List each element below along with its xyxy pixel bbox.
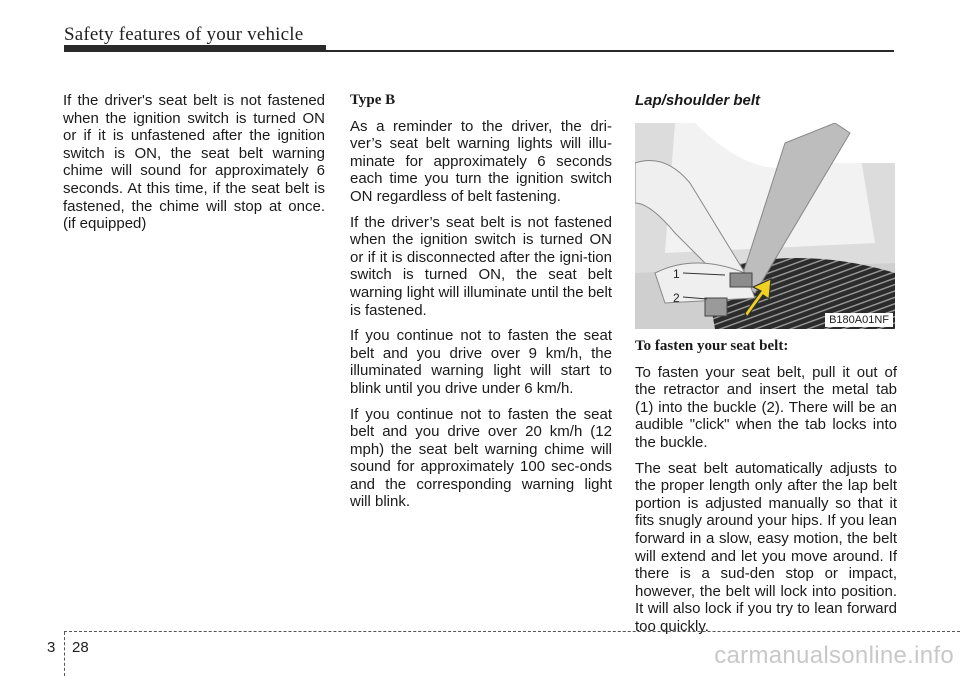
lap-shoulder-belt-heading: Lap/shoulder belt [635, 92, 761, 109]
figure-code: B180A01NF [825, 313, 893, 327]
seat-belt-illustration [635, 123, 895, 329]
type-b-heading: Type B [350, 92, 396, 108]
header-bar [64, 45, 326, 52]
column-2 [350, 92, 612, 519]
page-number: 28 [72, 639, 89, 656]
chapter-number: 3 [47, 639, 56, 656]
header-rule [326, 50, 894, 52]
column-3 [635, 338, 897, 644]
footer-divider [64, 632, 65, 676]
column-2-paragraph-2: If the driver’s seat belt is not fastened when the ignition switch is turned ON or if it is disconnected after the igni-tion switch is turned ON, the seat belt warning light will illuminate until the belt is fastened. [350, 213, 612, 319]
figure-label-2: 2 [673, 291, 680, 305]
column-3-paragraph-2: The seat belt automatically adjusts to the proper length only after the lap belt portion is adjusted manually so that it fits snugly around your hips. If you lean forward in a slow, easy motion, the belt will extend and let you move around. If there is a sud-den stop or impact, however, the belt will lock into position. It will also lock if you try to lean forward too quickly. [635, 459, 897, 635]
fasten-seat-belt-heading: To fasten your seat belt: [635, 338, 789, 354]
column-3-paragraph-1: To fasten your seat belt, pull it out of the retractor and insert the metal tab (1) into the buckle (2). There will be an audible "click" when the tab locks into the buckle. [635, 363, 897, 451]
column-2-paragraph-1: As a reminder to the driver, the dri-ver’s seat belt warning lights will illu-minate for approximately 6 seconds each time you turn the ignition switch ON regardless of belt fastening. [350, 117, 612, 205]
seat-belt-figure [635, 123, 895, 329]
figure-label-1: 1 [673, 267, 680, 281]
column-2-paragraph-3: If you continue not to fasten the seat belt and you drive over 9 km/h, the illuminated warning light will start to blink until you drive under 6 km/h. [350, 327, 612, 397]
watermark: carmanualsonline.info [714, 642, 954, 669]
column-1 [63, 92, 325, 241]
page-header-title: Safety features of your vehicle [64, 24, 304, 45]
footer-rule [64, 631, 960, 632]
column-3-heading-wrap [635, 92, 897, 110]
column-1-paragraph: If the driver's seat belt is not fastened when the ignition switch is turned ON or if it is unfastened after the ignition switch is ON, the seat belt warning chime will sound for approximately 6 seconds. At this time, if the seat belt is fastened, the chime will stop at once. (if equipped) [63, 92, 325, 233]
column-2-paragraph-4: If you continue not to fasten the seat belt and you drive over 20 km/h (12 mph) the seat belt warning chime will sound for approximately 100 sec-onds and the corresponding warning light will blink. [350, 405, 612, 511]
